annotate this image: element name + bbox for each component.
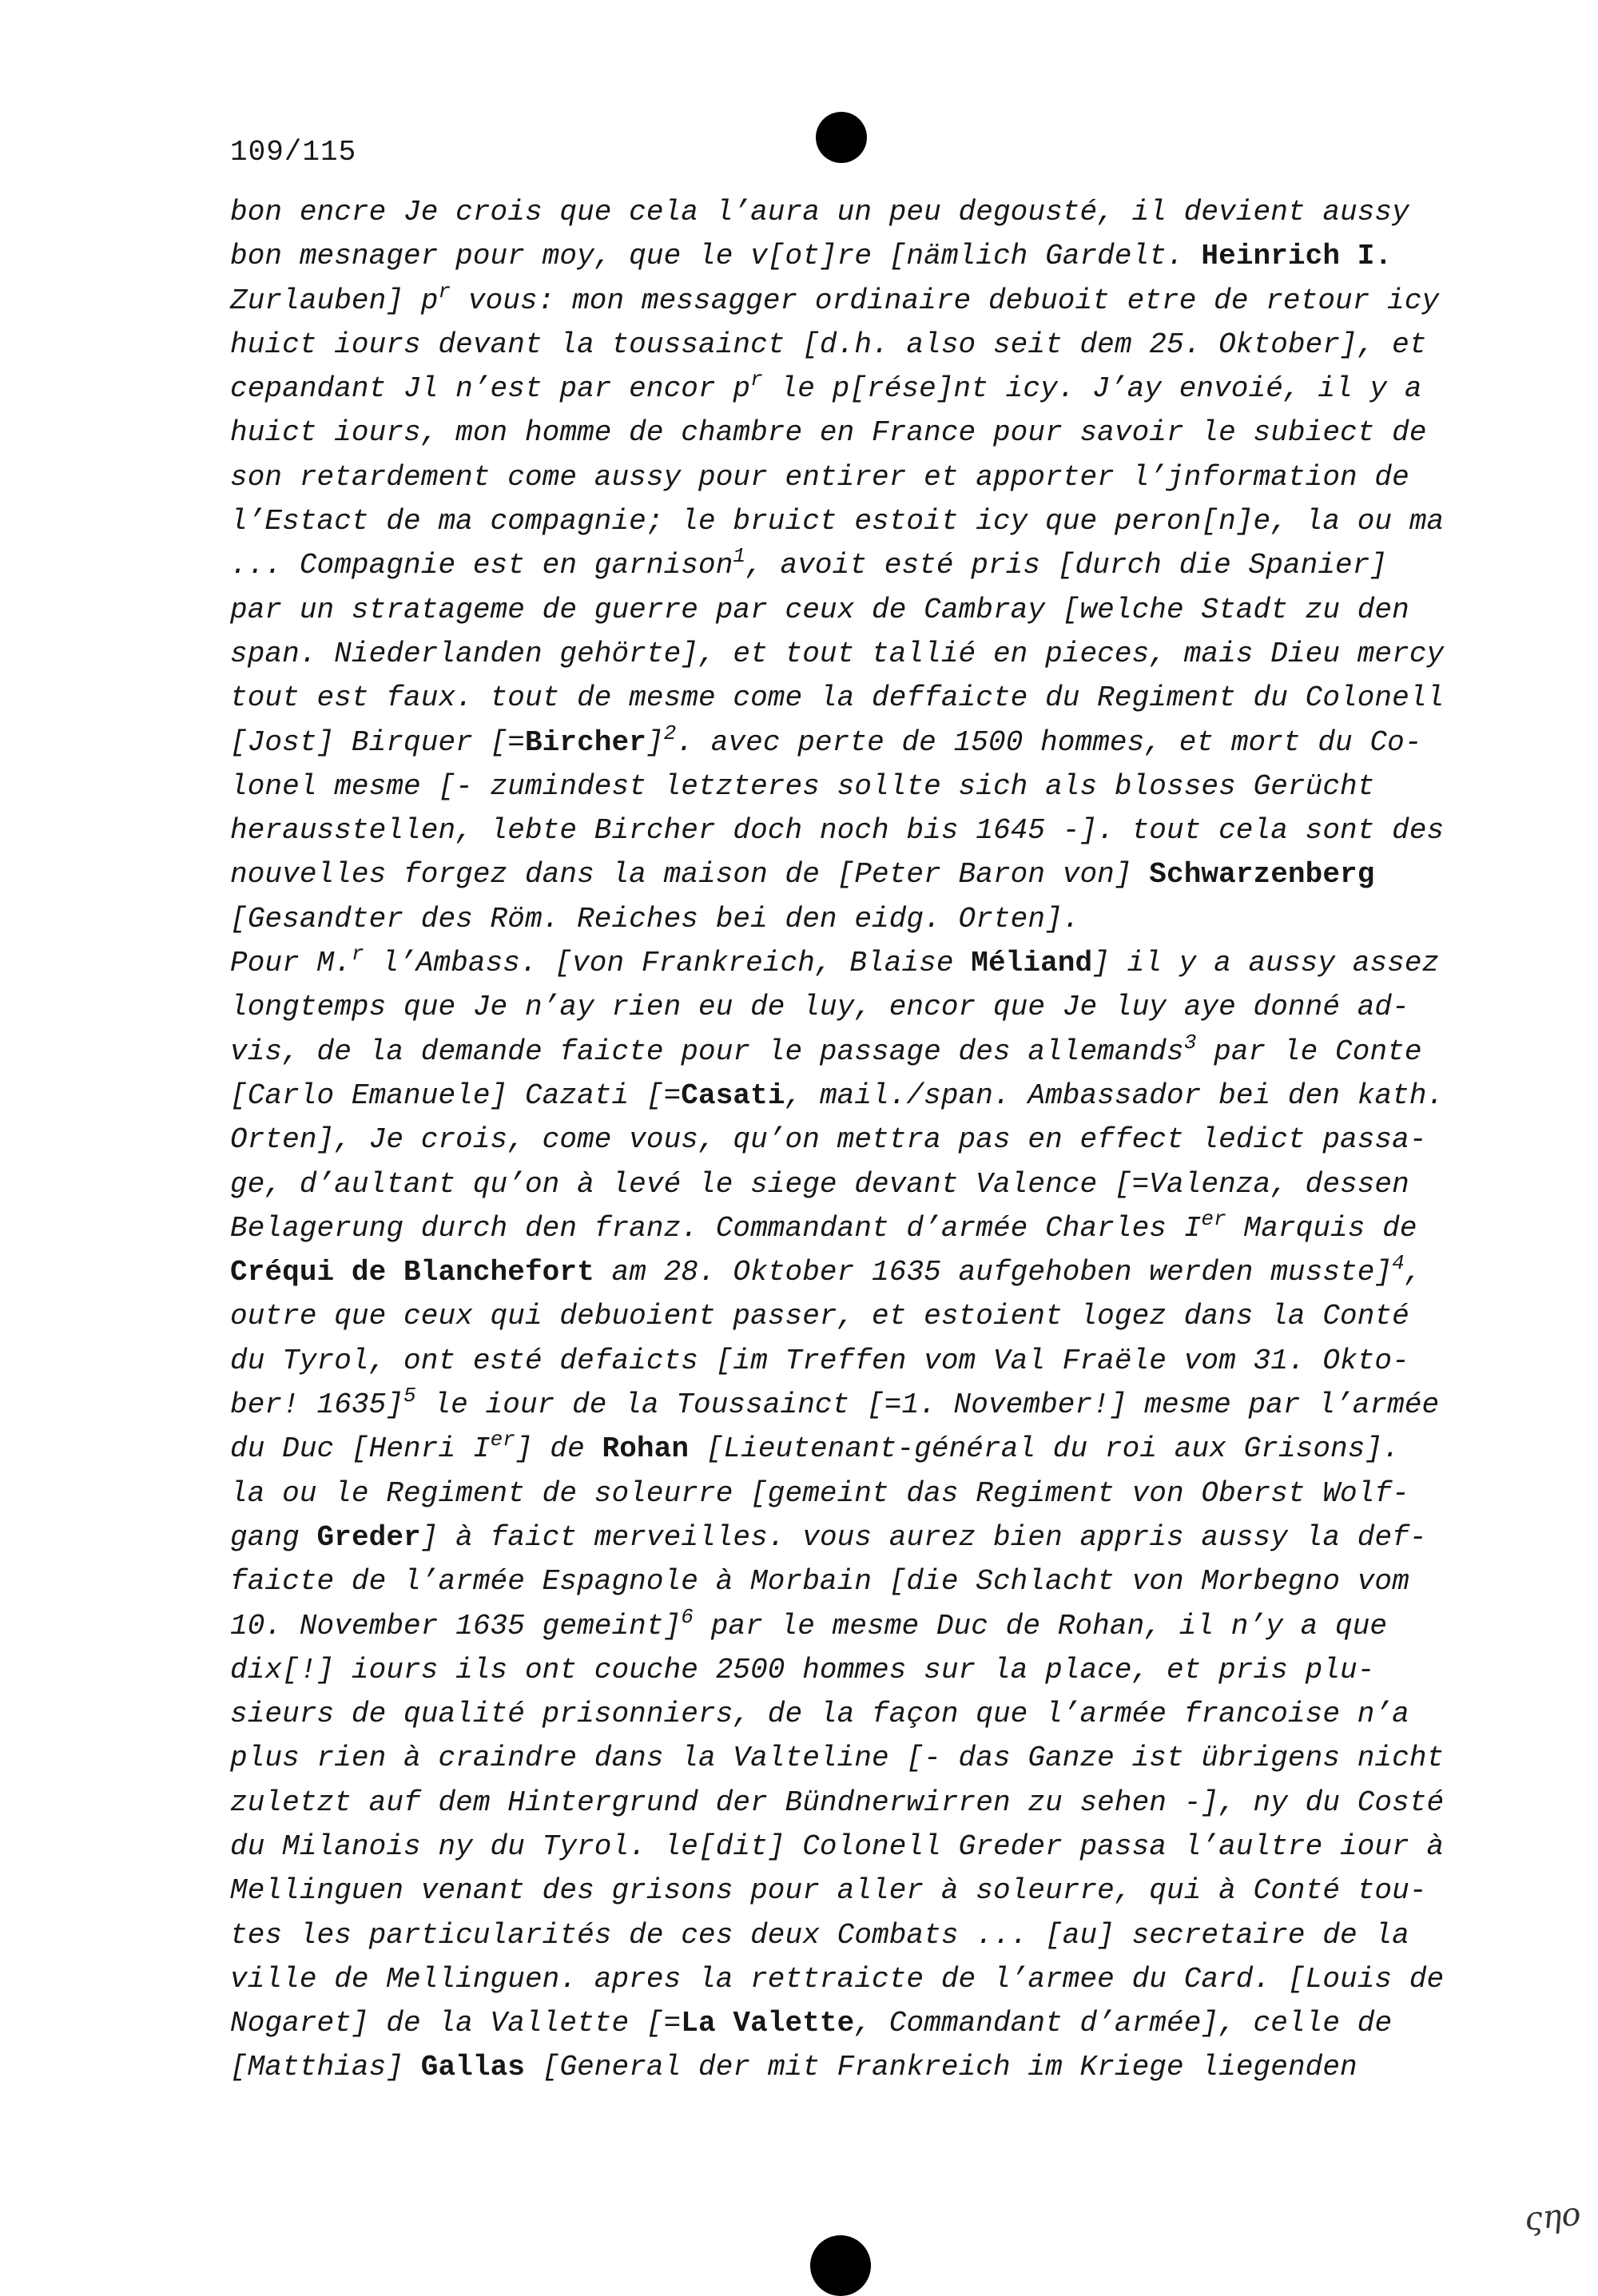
superscript: 1 [733,544,746,569]
text-run: faicte de l’armée Espagnole à Morbain [die Schlacht von Morbegno vom [230,1565,1409,1599]
text-line [230,1472,1477,1515]
text-line [230,543,1477,587]
text-run: ] il y a aussy assez [1092,947,1440,980]
bold-name: Créqui de Blanchefort [230,1256,594,1289]
text-line [230,588,1477,632]
punch-hole-top [816,112,867,163]
text-line [230,632,1477,676]
text-line [230,897,1477,941]
superscript: er [490,1428,515,1452]
text-line [230,1604,1477,1648]
text-line [230,985,1477,1029]
text-run: zuletzt auf dem Hintergrund der Bündnerwirren zu sehen -], ny du Costé [230,1786,1445,1819]
text-line [230,2001,1477,2045]
text-line [230,1957,1477,2001]
text-run: le iour de la Toussainct [=1. November!] mesme par l’armée [415,1388,1440,1422]
text-line [230,234,1477,278]
text-line [230,941,1477,985]
text-line [230,1913,1477,1957]
text-run: l’Estact de ma compagnie; le bruict estoit icy que peron[n]e, la ou ma [230,505,1445,538]
text-run: , Commandant d’armée], celle de [854,2007,1393,2040]
text-run: , [1404,1256,1422,1289]
text-line [230,1736,1477,1780]
text-run: Belagerung durch den franz. Commandant d’armée Charles I [230,1211,1202,1245]
text-run: huict iours devant la toussainct [d.h. also seit dem 25. Oktober], et [230,328,1427,361]
text-line [230,1781,1477,1825]
punch-hole-bottom [810,2235,871,2296]
text-run: ] de [515,1432,602,1466]
superscript: r [750,367,763,392]
text-line [230,1825,1477,1869]
text-run: le p[rése]nt icy. J’ay envoié, il y a [762,372,1422,406]
text-run: ville de Mellinguen. apres la rettraicte de l’armee du Card. [Louis de [230,1962,1445,1996]
text-run: [Jost] Birquer [= [230,725,525,759]
text-run: du Tyrol, ont esté defaicts [im Treffen vom Val Fraële vom 31. Okto- [230,1344,1409,1377]
text-run: am 28. Oktober 1635 aufgehoben werden musste] [594,1256,1393,1289]
text-run: bon mesnager pour moy, que le v[ot]re [nämlich Gardelt. [230,240,1202,273]
superscript: 3 [1183,1030,1197,1055]
text-run: par un stratageme de guerre par ceux de Cambray [welche Stadt zu den [230,593,1409,626]
superscript: 2 [663,721,677,745]
text-run: bon encre Je crois que cela l’aura un peu degousté, il devient aussy [230,196,1409,228]
text-run: 10. November 1635 gemeint] [230,1609,682,1643]
text-line [230,1383,1477,1427]
bold-name: Schwarzenberg [1149,858,1375,892]
text-run: dix[!] iours ils ont couche 2500 hommes sur la place, et pris plu- [230,1653,1375,1686]
text-run: Mellinguen venant des grisons pour aller à soleurre, qui à Conté tou- [230,1874,1427,1908]
text-line [230,1559,1477,1603]
superscript: 6 [681,1604,694,1629]
text-line [230,1339,1477,1383]
text-run: nouvelles forgez dans la maison de [Peter Baron von] [230,858,1150,892]
text-line [230,676,1477,720]
text-run: outre que ceux qui debuoient passer, et estoient logez dans la Conté [230,1300,1409,1333]
text-run: Marquis de [1226,1211,1417,1245]
text-line [230,1515,1477,1559]
text-run: , avoit esté pris [durch die Spanier] [745,549,1388,582]
text-run: [Gesandter des Röm. Reiches bei den eidg. Orten]. [230,902,1080,935]
text-line [230,1030,1477,1074]
text-run: . avec perte de 1500 hommes, et mort du Co- [676,725,1422,759]
text-line [230,499,1477,543]
bold-name: Heinrich I. [1201,240,1393,273]
text-run: [Matthias] [230,2051,421,2084]
text-line [230,808,1477,852]
text-line [230,367,1477,411]
superscript: er [1201,1206,1226,1231]
text-line [230,1869,1477,1913]
text-run: Nogaret] de la Vallette [= [230,2007,682,2040]
text-run: herausstellen, lebte Bircher doch noch bis 1645 -]. tout cela sont des [230,814,1445,848]
text-run: tes les particularités de ces deux Combats ... [au] secretaire de la [230,1918,1409,1952]
text-run: , mail./span. Ambassador bei den kath. [785,1078,1445,1112]
text-run: cepandant Jl n’est par encor p [230,372,751,406]
bold-name: Bircher [524,725,646,759]
text-run: [Carlo Emanuele] Cazati [= [230,1078,682,1112]
text-run: plus rien à craindre dans la Valteline [- das Ganze ist übrigens nicht [230,1742,1445,1775]
text-line [230,1162,1477,1206]
text-line [230,1692,1477,1736]
text-run: Pour M. [230,947,352,980]
text-run: l’Ambass. [von Frankreich, Blaise [364,947,972,980]
bold-name: Casati [681,1078,785,1112]
handwritten-mark: ςηο [1522,2195,1583,2238]
text-run: du Milanois ny du Tyrol. le[dit] Colonell Greder passa l’aultre iour à [230,1829,1445,1863]
text-run: vis, de la demande faicte pour le passage des allemands [230,1035,1184,1068]
document-body [230,190,1477,2090]
text-run: par le mesme Duc de Rohan, il n’y a que [694,1609,1388,1643]
text-run: longtemps que Je n’ay rien eu de luy, encor que Je luy aye donné ad- [230,991,1409,1024]
text-run: [Lieutenant-général du roi aux Grisons]. [689,1432,1400,1466]
text-line [230,2045,1477,2089]
text-run: ... Compagnie est en garnison [230,549,733,582]
text-run: sieurs de qualité prisonniers, de la façon que l’armée francoise n’a [230,1698,1409,1731]
text-line [230,1074,1477,1118]
text-line [230,455,1477,499]
text-line [230,190,1477,234]
text-run: lonel mesme [- zumindest letzteres sollte sich als blosses Gerücht [230,769,1375,803]
text-line [230,323,1477,367]
text-run: Zurlauben] p [230,284,439,317]
text-line [230,852,1477,896]
text-run: par le Conte [1196,1035,1422,1068]
superscript: r [438,279,451,304]
bold-name: La Valette [681,2007,855,2040]
text-run: son retardement come aussy pour entirer et apporter l’jnformation de [230,460,1409,494]
superscript: 4 [1392,1251,1405,1276]
text-run: ] [646,725,664,759]
text-line [230,1427,1477,1471]
text-run: huict iours, mon homme de chambre en France pour savoir le subiect de [230,416,1427,450]
text-line [230,721,1477,765]
text-run: Orten], Je crois, come vous, qu’on mettra pas en effect ledict passa- [230,1123,1427,1157]
text-run: gang [230,1520,317,1554]
bold-name: Méliand [971,947,1093,980]
text-line [230,1250,1477,1294]
text-run: du Duc [Henri I [230,1432,491,1466]
superscript: r [351,942,364,967]
text-run: la ou le Regiment de soleurre [gemeint das Regiment von Oberst Wolf- [230,1476,1409,1510]
superscript: 5 [403,1384,416,1408]
text-line [230,1648,1477,1692]
text-line [230,1294,1477,1338]
text-run: [General der mit Frankreich im Kriege liegenden [524,2051,1358,2084]
text-run: ] à faict merveilles. vous aurez bien appris aussy la def- [420,1520,1427,1554]
bold-name: Gallas [420,2051,525,2084]
text-run: ber! 1635] [230,1388,404,1422]
bold-name: Greder [316,1520,421,1554]
text-line [230,765,1477,808]
text-run: span. Niederlanden gehörte], et tout tallié en pieces, mais Dieu mercy [230,637,1445,670]
text-run: ge, d’aultant qu’on à levé le siege devant Valence [=Valenza, dessen [230,1167,1409,1201]
text-run: tout est faux. tout de mesme come la deffaicte du Regiment du Colonell [230,681,1445,715]
text-line [230,1206,1477,1250]
bold-name: Rohan [602,1432,690,1466]
text-run: vous: mon messagger ordinaire debuoit etre de retour icy [451,284,1440,317]
text-line [230,279,1477,323]
text-line [230,411,1477,455]
page-number: 109/115 [230,136,357,169]
text-line [230,1118,1477,1162]
